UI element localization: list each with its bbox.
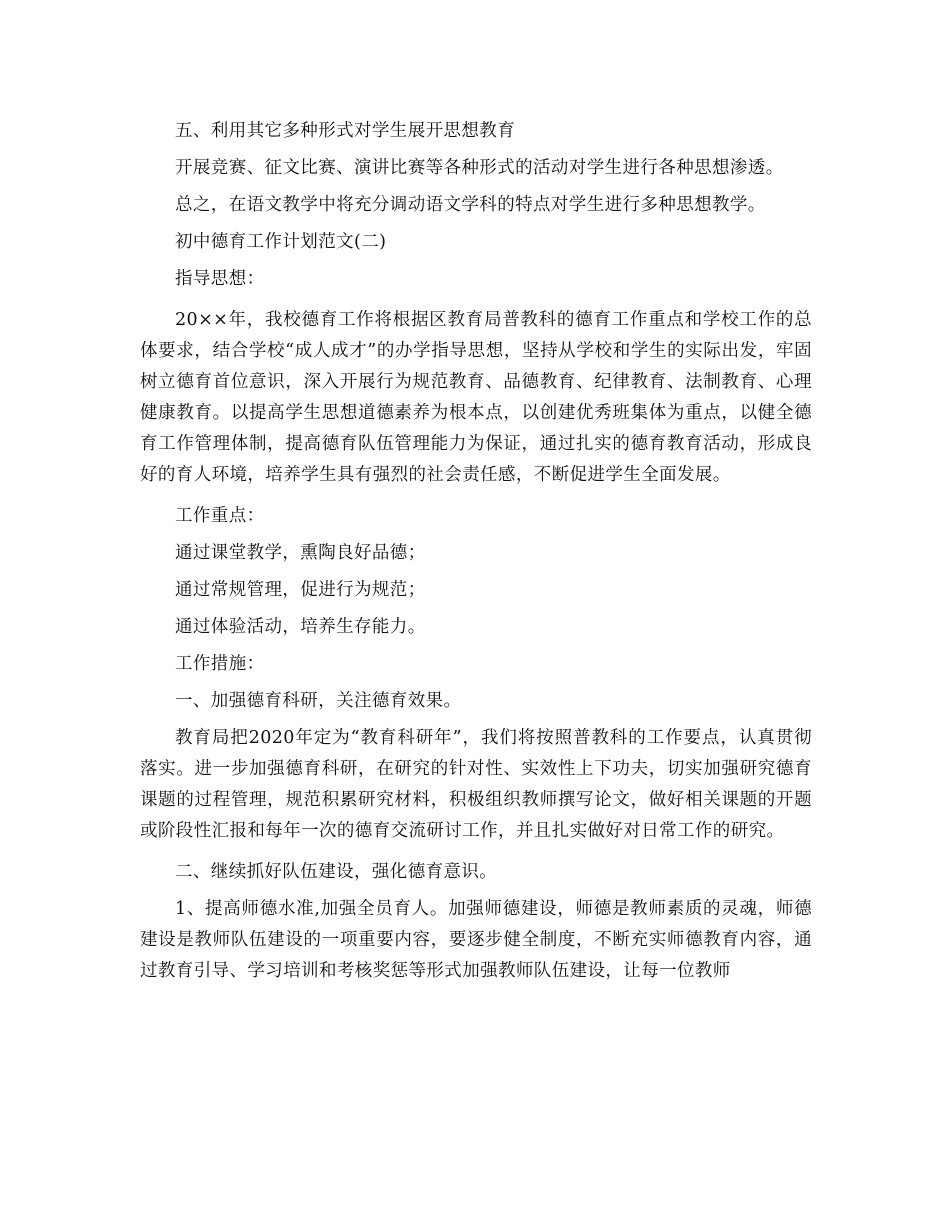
list-item: 通过课堂教学，熏陶良好品德； — [175, 543, 426, 563]
list-item: 通过常规管理，促进行为规范； — [175, 580, 426, 600]
section-heading: 指导思想： — [175, 269, 265, 289]
paragraph: 教育局把2020年定为“教育科研年”，我们将按照普教科的工作要点，认真贯彻落实。进一步加强德育科研，在研究的针对性、实效性上下功夫，切实加强研究德育课题的过程管理，规范积累研究材料，积极组织教师撰写论文，做好相关课题的开题或阶段性汇报和每年一次的德育交流研讨工作，并且扎实做好对日常工作的研究。 — [140, 728, 812, 841]
document-title: 初中德育工作计划范文(二) — [175, 232, 387, 252]
paragraph: 总之，在语文教学中将充分调动语文学科的特点对学生进行多种思想教学。 — [175, 195, 766, 215]
list-item: 通过体验活动，培养生存能力。 — [175, 617, 426, 637]
section-heading: 工作重点： — [175, 506, 265, 526]
paragraph: 开展竞赛、征文比赛、演讲比赛等各种形式的活动对学生进行各种思想渗透。 — [175, 158, 784, 178]
section-heading: 二、继续抓好队伍建设，强化德育意识。 — [175, 862, 498, 882]
paragraph: 1、提高师德水准,加强全员育人。加强师德建设，师德是教师素质的灵魂，师德建设是教师队伍建设的一项重要内容，要逐步健全制度，不断充实师德教育内容，通过教育引导、学习培训和考核奖惩等形式加强教师队伍建设，让每一位教师 — [140, 899, 812, 981]
section-heading: 工作措施： — [175, 654, 265, 674]
document-body — [140, 116, 812, 987]
paragraph: 20××年，我校德育工作将根据区教育局普教科的德育工作重点和学校工作的总体要求，结合学校“成人成才”的办学指导思想，坚持从学校和学生的实际出发，牢固树立德育首位意识，深入开展行为规范教育、品德教育、纪律教育、法制教育、心理健康教育。以提高学生思想道德素养为根本点，以创建优秀班集体为重点，以健全德育工作管理体制，提高德育队伍管理能力为保证，通过扎实的德育教育活动，形成良好的育人环境，培养学生具有强烈的社会责任感，不断促进学生全面发展。 — [140, 310, 812, 485]
section-heading: 一、加强德育科研，关注德育效果。 — [175, 691, 462, 711]
section-heading: 五、利用其它多种形式对学生展开思想教育 — [175, 121, 516, 141]
